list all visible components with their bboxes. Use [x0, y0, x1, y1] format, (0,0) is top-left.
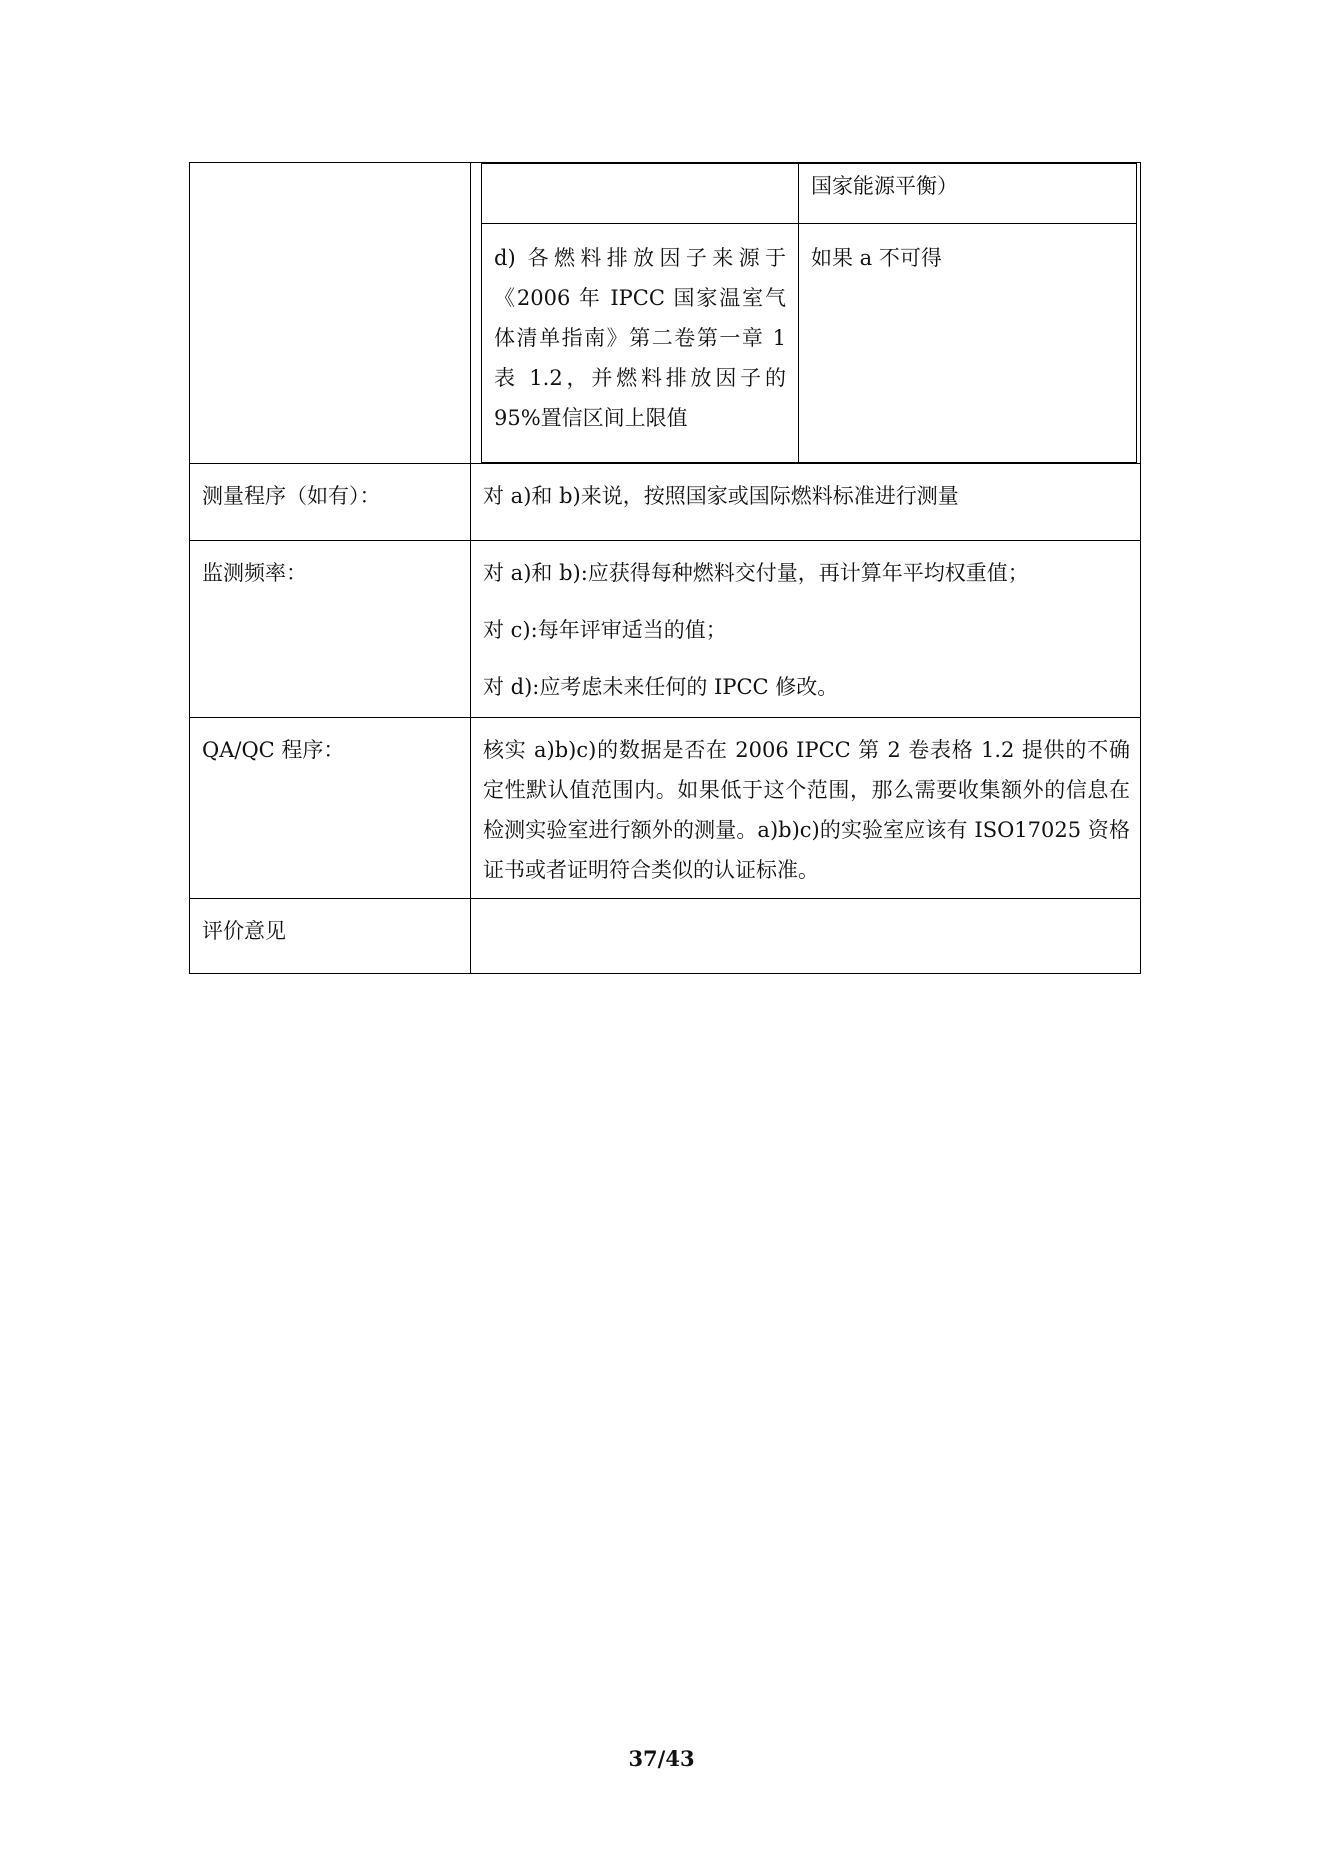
table-row [482, 224, 1137, 463]
paragraph: 对 a)和 b):应获得每种燃料交付量，再计算年平均权重值； [483, 561, 1029, 585]
paragraph: 对 a)和 b)来说，按照国家或国际燃料标准进行测量 [483, 484, 959, 508]
table-row [482, 164, 1137, 224]
table-row [190, 718, 1141, 899]
table-cell: 如果 a 不可得 [799, 224, 1137, 463]
paragraph: 核实 a)b)c)的数据是否在 2006 IPCC 第 2 卷表格 1.2 提供的不确定性默认值范围内。如果低于这个范围，那么需要收集额外的信息在检测实验室进行额外的测量。a)b)c)的实验室应该有 ISO17025 资格证书或者证明符合类似的认证标准。 [483, 738, 1130, 882]
table-row [190, 163, 1141, 464]
paragraph: 对 c):每年评审适当的值； [483, 618, 727, 642]
paragraph: 对 d):应考虑未来任何的 IPCC 修改。 [483, 675, 839, 699]
row-label: 测量程序（如有）： [190, 464, 471, 541]
row-content [471, 464, 1141, 541]
row-label: 监测频率： [190, 541, 471, 718]
table-cell: d) 各燃料排放因子来源于《2006 年 IPCC 国家温室气体清单指南》第二卷第一章 1 表 1.2，并燃料排放因子的 95%置信区间上限值 [482, 224, 799, 463]
table-cell [482, 164, 799, 224]
table-cell-nested [471, 163, 1141, 464]
table-cell-empty [190, 163, 471, 464]
row-content [471, 718, 1141, 899]
table-row [190, 464, 1141, 541]
table-row [190, 899, 1141, 974]
source-options-table [481, 163, 1137, 463]
row-label: QA/QC 程序： [190, 718, 471, 899]
table-cell: 国家能源平衡） [799, 164, 1137, 224]
row-content-empty [471, 899, 1141, 974]
parameter-table [189, 162, 1141, 974]
row-label: 评价意见 [190, 899, 471, 974]
page-number: 37/43 [628, 1746, 695, 1771]
row-content [471, 541, 1141, 718]
table-row [190, 541, 1141, 718]
